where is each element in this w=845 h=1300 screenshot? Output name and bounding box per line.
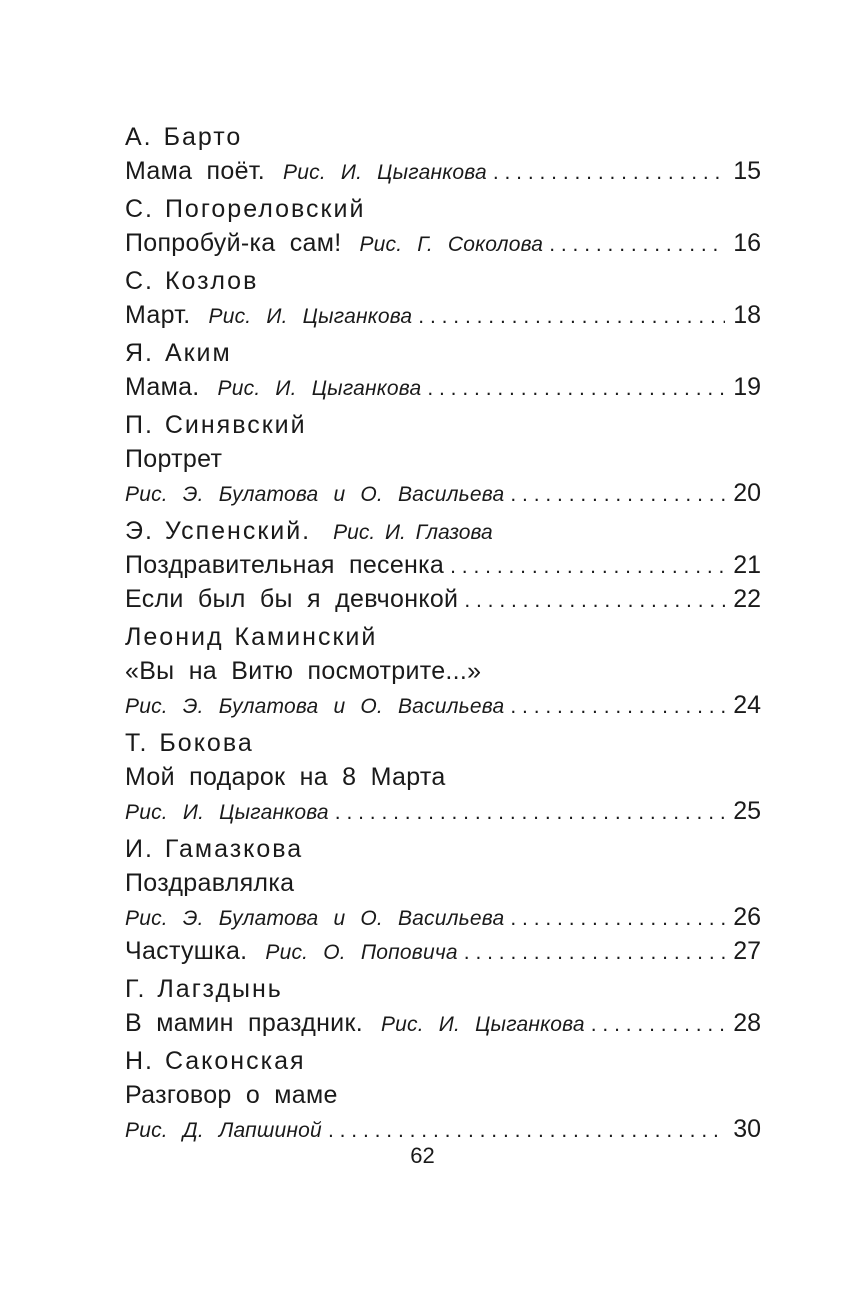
- dot-leader: [487, 156, 725, 190]
- work-line: [125, 442, 761, 476]
- work-title: Частушка.: [125, 937, 248, 965]
- illustrator-credit: Рис. Г. Соколова: [359, 233, 544, 256]
- work-title: Мама.: [125, 373, 200, 401]
- work-title: Если был бы я девчонкой: [125, 585, 459, 613]
- dot-leader: [444, 550, 725, 584]
- toc-entry: [125, 514, 761, 616]
- work-line: [125, 154, 761, 188]
- dot-leader: [585, 1008, 725, 1042]
- illustrator-credit: Рис. Д. Лапшиной: [125, 1119, 322, 1142]
- work-line: [125, 1006, 761, 1040]
- author-name: С. Погореловский: [125, 195, 366, 223]
- illustrator-credit: Рис. И. Цыганкова: [380, 1013, 585, 1036]
- author-name: Н. Саконская: [125, 1047, 306, 1075]
- illustrator-credit: Рис. О. Поповича: [265, 941, 458, 964]
- dot-leader: [543, 228, 725, 262]
- page-ref: 25: [733, 797, 761, 825]
- work-line: [125, 760, 761, 794]
- dot-leader: [458, 584, 725, 618]
- author-line: [125, 726, 761, 760]
- work-line: [125, 900, 761, 934]
- page-number: 62: [410, 1143, 435, 1168]
- author-line: [125, 336, 761, 370]
- work-line: [125, 794, 761, 828]
- author-line: [125, 120, 761, 154]
- illustrator-credit: Рис. И. Глазова: [333, 521, 493, 544]
- work-title: Портрет: [125, 445, 223, 473]
- work-title: Попробуй-ка сам!: [125, 229, 342, 257]
- author-name: Я. Аким: [125, 339, 232, 367]
- work-title: Мама поёт.: [125, 157, 266, 185]
- dot-leader: [504, 478, 725, 512]
- illustrator-credit: Рис. И. Цыганкова: [125, 801, 329, 824]
- toc-entry: [125, 264, 761, 332]
- work-line: [125, 582, 761, 616]
- work-line: [125, 1078, 761, 1112]
- page-ref: 27: [733, 937, 761, 965]
- dot-leader: [504, 902, 725, 936]
- author-line: [125, 264, 761, 298]
- work-title: Март.: [125, 301, 191, 329]
- author-name: П. Синявский: [125, 411, 307, 439]
- work-line: [125, 866, 761, 900]
- toc-entry: [125, 620, 761, 722]
- dot-leader: [504, 690, 725, 724]
- illustrator-credit: Рис. Э. Булатова и О. Васильева: [125, 483, 505, 506]
- author-name: Леонид Каминский: [125, 623, 378, 651]
- author-name: Э. Успенский.: [125, 517, 312, 545]
- page-ref: 21: [733, 551, 761, 579]
- work-line: [125, 226, 761, 260]
- illustrator-credit: Рис. И. Цыганкова: [283, 161, 487, 184]
- page-ref: 19: [733, 373, 761, 401]
- illustrator-credit: Рис. Э. Булатова и О. Васильева: [125, 907, 505, 930]
- page-ref: 18: [733, 301, 761, 329]
- author-line: [125, 620, 761, 654]
- work-line: [125, 370, 761, 404]
- work-title: Поздравительная песенка: [125, 551, 445, 579]
- toc-entry: [125, 192, 761, 260]
- toc-entry: [125, 120, 761, 188]
- author-line: [125, 832, 761, 866]
- page-ref: 24: [733, 691, 761, 719]
- author-line: [125, 192, 761, 226]
- toc-entry: [125, 972, 761, 1040]
- illustrator-credit: Рис. Э. Булатова и О. Васильева: [125, 695, 505, 718]
- toc-entry: [125, 408, 761, 510]
- page-ref: 30: [733, 1115, 761, 1143]
- work-line: [125, 934, 761, 968]
- toc-entry: [125, 832, 761, 968]
- toc-entry: [125, 726, 761, 828]
- dot-leader: [421, 372, 725, 406]
- work-line: [125, 688, 761, 722]
- work-line: [125, 476, 761, 510]
- author-line: [125, 514, 761, 548]
- author-line: [125, 1044, 761, 1078]
- dot-leader: [458, 936, 725, 970]
- work-line: [125, 1112, 761, 1146]
- work-title: Поздравлялка: [125, 869, 295, 897]
- author-line: [125, 408, 761, 442]
- illustrator-credit: Рис. И. Цыганкова: [208, 305, 413, 328]
- page-ref: 16: [733, 229, 761, 257]
- author-name: А. Барто: [125, 123, 243, 151]
- author-line: [125, 972, 761, 1006]
- author-name: С. Козлов: [125, 267, 259, 295]
- author-name: Г. Лагздынь: [125, 975, 283, 1003]
- page-ref: 22: [733, 585, 761, 613]
- work-title: В мамин праздник.: [125, 1009, 363, 1037]
- work-title: Разговор о маме: [125, 1081, 338, 1109]
- author-name: Т. Бокова: [125, 729, 254, 757]
- dot-leader: [329, 796, 725, 830]
- table-of-contents: [125, 120, 761, 1150]
- work-line: [125, 298, 761, 332]
- work-title: «Вы на Витю посмотрите...»: [125, 657, 482, 685]
- toc-entry: [125, 1044, 761, 1146]
- author-name: И. Гамазкова: [125, 835, 304, 863]
- illustrator-credit: Рис. И. Цыганкова: [217, 377, 422, 400]
- work-line: [125, 548, 761, 582]
- page-ref: 26: [733, 903, 761, 931]
- work-title: Мой подарок на 8 Марта: [125, 763, 446, 791]
- page-ref: 20: [733, 479, 761, 507]
- dot-leader: [412, 300, 725, 334]
- page-ref: 28: [733, 1009, 761, 1037]
- page-ref: 15: [733, 157, 761, 185]
- work-line: [125, 654, 761, 688]
- toc-entry: [125, 336, 761, 404]
